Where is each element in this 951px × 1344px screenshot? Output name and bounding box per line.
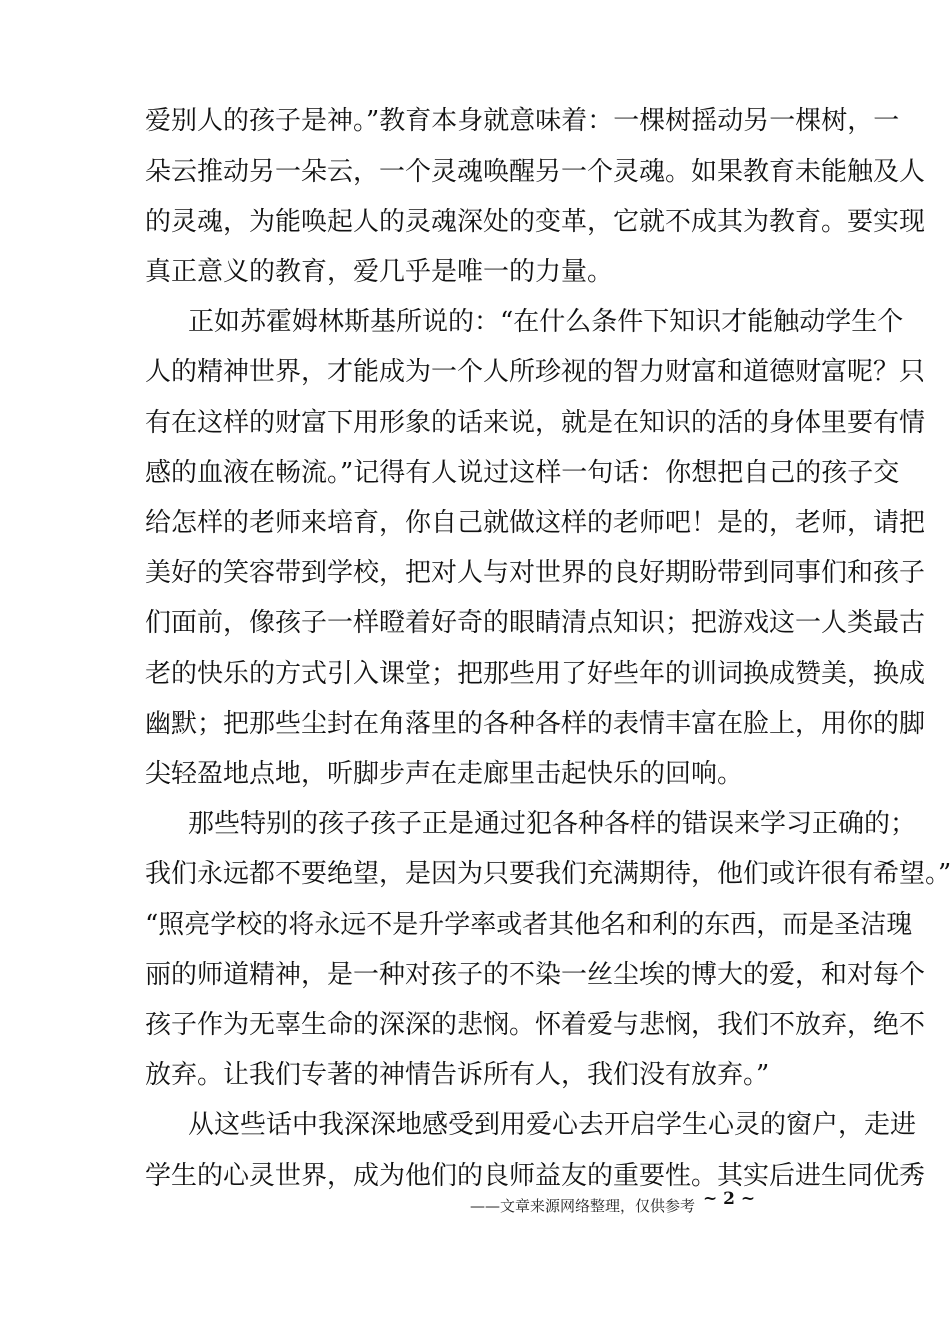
paragraph-line: “照亮学校的将永远不是升学率或者其他名和利的东西，而是圣洁瑰 <box>145 910 913 940</box>
paragraph-line: 人的精神世界，才能成为一个人所珍视的智力财富和道德财富呢？只 <box>145 357 926 387</box>
page-number: ~ 2 ~ <box>703 1189 756 1209</box>
paragraph-line: 从这些话中我深深地感受到用爱心去开启学生心灵的窗户，走进 <box>188 1110 917 1140</box>
paragraph-line: 那些特别的孩子孩子正是通过犯各种各样的错误来学习正确的； <box>188 809 917 839</box>
paragraph-line: 幽默；把那些尘封在角落里的各种各样的表情丰富在脸上，用你的脚 <box>145 709 926 739</box>
paragraph-line: 老的快乐的方式引入课堂；把那些用了好些年的训词换成赞美，换成 <box>145 659 926 689</box>
paragraph-line: 们面前，像孩子一样瞪着好奇的眼睛清点知识；把游戏这一人类最古 <box>145 608 926 638</box>
paragraph-line: 尖轻盈地点地，听脚步声在走廊里击起快乐的回响。 <box>145 759 744 789</box>
source-note: ——文章来源网络整理，仅供参考 <box>470 1197 696 1215</box>
paragraph-line: 放弃。让我们专著的神情告诉所有人，我们没有放弃。” <box>145 1060 770 1090</box>
paragraph-line: 正如苏霍姆林斯基所说的：“在什么条件下知识才能触动学生个 <box>188 307 904 337</box>
paragraph-line: 丽的师道精神，是一种对孩子的不染一丝尘埃的博大的爱，和对每个 <box>145 960 926 990</box>
paragraph-line: 真正意义的教育，爱几乎是唯一的力量。 <box>145 257 614 287</box>
paragraph-line: 朵云推动另一朵云，一个灵魂唤醒另一个灵魂。如果教育未能触及人 <box>145 157 926 187</box>
paragraph-line: 给怎样的老师来培育，你自己就做这样的老师吧！是的，老师，请把 <box>145 508 926 538</box>
paragraph-line: 的灵魂，为能唤起人的灵魂深处的变革，它就不成其为教育。要实现 <box>145 207 926 237</box>
paragraph-line: 有在这样的财富下用形象的话来说，就是在知识的活的身体里要有情 <box>145 408 926 438</box>
paragraph-line: 孩子作为无辜生命的深深的悲悯。怀着爱与悲悯，我们不放弃，绝不 <box>145 1010 926 1040</box>
paragraph-line: 学生的心灵世界，成为他们的良师益友的重要性。其实后进生同优秀 <box>145 1161 926 1191</box>
paragraph-line: 我们永远都不要绝望，是因为只要我们充满期待，他们或许很有希望。” <box>145 859 951 889</box>
paragraph-line: 爱别人的孩子是神。”教育本身就意味着：一棵树摇动另一棵树，一 <box>145 106 900 136</box>
paragraph-line: 美好的笑容带到学校，把对人与对世界的良好期盼带到同事们和孩子 <box>145 558 926 588</box>
paragraph-line: 感的血液在畅流。”记得有人说过这样一句话：你想把自己的孩子交 <box>145 458 900 488</box>
